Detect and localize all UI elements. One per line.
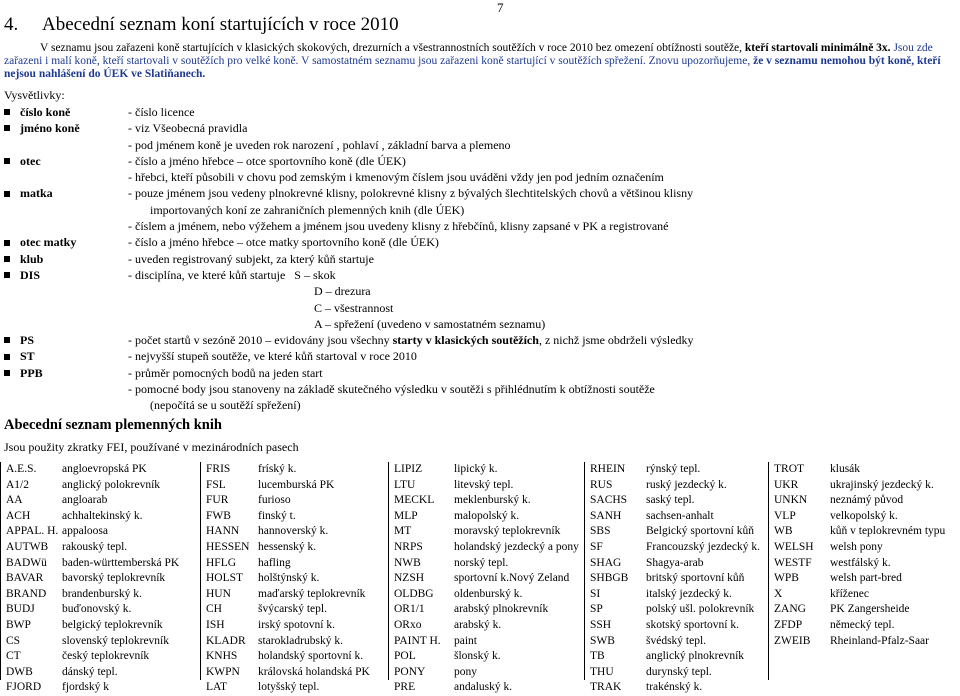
abbr-code: UKR [774,478,799,491]
abbr-name: PK Zangersheide [830,603,910,616]
legend-desc: - číslo licence [128,105,195,119]
legend-term-text: ST [20,349,35,364]
abbr-code: ISH [206,618,225,631]
ps-tail: , z nichž jsme obdrželi výsledky [538,333,694,348]
abbr-name: skotský sportovní k. [646,618,739,631]
abbr-code: SF [590,540,603,553]
abbr-code: HESSEN [206,540,250,553]
abbr-name: welsh pony [830,540,883,553]
abbr-code: BAVAR [6,572,44,585]
abbr-name: dánský tepl. [62,665,118,678]
abbr-code: ZANG [774,603,806,616]
abbr-code: WESTF [774,556,812,569]
bullet-icon [4,240,10,246]
abbr-name: furioso [258,494,291,507]
column-divider [200,462,201,680]
legend-label: Vysvětlivky: [4,88,65,102]
abbr-name: Francouzský jezdecký k. [646,540,761,553]
abbr-name: durynský tepl. [646,665,712,678]
abbr-code: MLP [394,509,418,522]
ps-bold: starty v klasických soutěžích [392,333,539,348]
abbr-name: moravský teplokrevník [454,525,561,538]
abbr-name: sachsen-anhalt [646,509,714,522]
abbr-name: bavorský teplokrevník [62,572,166,585]
abbr-code: SWB [590,634,615,647]
abbr-code: PRE [394,681,416,694]
abbr-code: TRAK [590,681,622,694]
abbr-name: holandský jezdecký a pony [454,540,579,553]
abbr-code: VLP [774,509,796,522]
abbr-name: lucemburská PK [258,478,335,491]
legend-row [4,348,959,364]
abbr-code: FWB [206,509,231,522]
bullet-icon [4,256,10,262]
abbr-name: brandenburský k. [62,587,142,600]
legend-term-text: jméno koně [20,121,80,136]
legend-row [4,381,959,397]
abbr-code: FRIS [206,463,231,475]
abbr-name: německý tepl. [830,618,895,631]
abbr-code: A1/2 [6,478,29,491]
legend-term [4,120,128,136]
abbr-code: HANN [206,525,240,538]
abbr-code-column [206,462,249,696]
abbr-name: královská holandská PK [258,665,370,678]
abbr-name: Shagya-arab [646,556,704,569]
legend [4,104,959,414]
abbr-code: TB [590,650,605,663]
abbr-name: slovenský teplokrevník [62,634,169,647]
abbr-code: CH [206,603,222,616]
abbr-name: arabský plnokrevník [454,603,549,616]
abbr-name: rakouský tepl. [62,540,128,553]
abbr-code-column [590,462,628,696]
abbr-name: anglický polokrevník [62,478,161,491]
legend-row [4,104,959,120]
legend-term [4,153,128,169]
legend-row [4,218,959,234]
abbr-name: andaluský k. [454,681,513,694]
abbr-name: litevský tepl. [454,478,514,491]
legend-desc: - hřebci, kteří působili v chovu pod zemským i kmenovým číslem jsou uváděni vždy jen pod jedním označením [128,170,664,185]
abbr-code: HFLG [206,556,237,569]
bullet-icon [4,158,10,164]
abbr-code: NWB [394,556,421,569]
abbr-name: belgický teplokrevník [62,618,163,631]
dis-code: S – skok [294,267,336,282]
abbr-code: APPAL. H. [6,525,59,538]
abbr-code-column [394,462,441,696]
legend-row [4,365,959,381]
abbr-code: LTU [394,478,416,491]
legend-term [4,104,128,120]
dis-code: C – všestrannost [314,300,394,315]
abbr-code: SSH [590,618,612,631]
abbr-name: neznámý původ [830,494,904,507]
abbr-name: angloevropská PK [62,463,147,475]
bullet-icon [4,370,10,376]
legend-desc [128,267,959,283]
abbr-name: starokladrubský k. [258,634,343,647]
abbr-name: italský jezdecký k. [646,587,732,600]
legend-term [4,365,128,381]
legend-desc: - průměr pomocných bodů na jeden start [128,365,323,380]
legend-desc: (nepočítá se u soutěží spřežení) [150,398,301,413]
legend-row [4,234,959,250]
abbr-name: ukrajinský jezdecký k. [830,478,934,491]
abbr-code: WELSH [774,540,814,553]
legend-desc: - číslo a jméno hřebce – otce sportovního koně (dle ÚEK) [128,153,406,168]
legend-row [4,251,959,267]
abbr-name: angloarab [62,494,108,507]
abbr-name: lipický k. [454,463,498,475]
intro-blue: Jsou zde zařazeni i malí koně, kteří startovali v soutěžích pro velké koně. [4,42,933,67]
abbr-name: britský sportovní kůň [646,572,745,585]
legend-term [4,251,128,267]
abbr-name: anglický plnokrevník [646,650,745,663]
abbr-name: maďarský teplokrevník [258,587,366,600]
intro-warning: že v seznamu nemohou být koně, kteří nejsou nahlášení do ÚEK ve Slatiňanech. [4,55,941,80]
intro-text: V seznamu jsou zařazeni koně startujících v klasických skokových, drezurních a všestrannostních soutěžích v roce 2010 bez omezení obtížnosti soutěže, [40,42,743,54]
abbr-name: ruský jezdecký k. [646,478,727,491]
abbr-code-column [774,462,814,649]
abbr-name: finský t. [258,509,296,522]
abbr-name-column [62,462,179,696]
abbr-code: SANH [590,509,622,522]
legend-term-text: matka [20,186,53,201]
column-divider [584,462,585,680]
abbr-code: OLDBG [394,587,434,600]
abbr-code: BWP [6,618,31,631]
legend-desc: - pouze jménem jsou vedeny plnokrevné klisny, polokrevné klisny z bývalých šlechtitelských chovů a většinou klisny [128,186,694,201]
legend-term [4,332,128,348]
abbr-name: paint [454,634,477,647]
intro-blue-2: V samostatném seznamu jsou zařazeni koně startující v soutěžích spřežení. [301,55,646,67]
abbr-code: NRPS [394,540,423,553]
abbr-code: SHBGB [590,572,629,585]
abbr-name: pony [454,665,477,678]
legend-term-text: DIS [20,267,41,282]
abbr-code: CS [6,634,21,647]
abbr-name: fjordský k [62,681,109,694]
abbr-code: LAT [206,681,228,694]
abbr-code: PAINT H. [394,634,441,647]
studbook-title: Abecední seznam plemenných knih [4,417,222,433]
abbr-name: švédský tepl. [646,634,707,647]
ps-desc: - počet startů v sezóně 2010 – evidovány jsou všechny [128,333,390,348]
legend-term-text: otec matky [20,235,77,250]
abbr-code: SBS [590,525,611,538]
legend-row [4,202,959,218]
abbr-code: X [774,587,783,600]
legend-row [4,137,959,153]
abbr-name: rýnský tepl. [646,463,701,475]
abbr-name: norský tepl. [454,556,509,569]
abbr-code: UNKN [774,494,808,507]
legend-term-text: klub [20,251,44,266]
dis-code: A – spřežení (uvedeno v samostatném seznamu) [314,316,546,331]
legend-row [4,397,959,413]
column-divider [768,462,769,680]
abbr-code: BADWü [6,556,47,569]
legend-desc: - viz Všeobecná pravidla [128,121,248,136]
abbr-code: SP [590,603,603,616]
legend-row [4,300,959,316]
legend-row [4,185,959,201]
legend-row [4,332,959,348]
bullet-icon [4,109,10,115]
abbr-code: KLADR [206,634,246,647]
abbr-name-column [454,462,579,696]
abbr-code: SI [590,587,601,600]
legend-desc: - nejvyšší stupeň soutěže, ve které kůň startoval v roce 2010 [128,349,417,364]
legend-desc [128,332,959,348]
abbr-name: polský ušl. polokrevník [646,603,755,616]
abbr-name: Rheinland-Pfalz-Saar [830,634,929,647]
abbr-name: westfálský k. [830,556,891,569]
legend-row [4,120,959,136]
bullet-icon [4,125,10,131]
abbr-code: THU [590,665,614,678]
abbr-name: arabský k. [454,618,502,631]
intro-paragraph [4,42,954,81]
abbr-name: český teplokrevník [62,650,150,663]
abbr-name: velkopolský k. [830,509,898,522]
legend-row [4,316,959,332]
abbr-code: MT [394,525,412,538]
legend-term [4,185,128,201]
abbr-name: appaloosa [62,525,108,538]
abbr-name: malopolský k. [454,509,520,522]
abbr-code: SHAG [590,556,622,569]
abbr-name-column [830,462,945,649]
bullet-icon [4,354,10,360]
legend-term [4,267,128,283]
legend-term-text: PPB [20,365,43,380]
legend-desc: - uveden registrovaný subjekt, za který kůň startuje [128,251,374,266]
legend-term [4,348,128,364]
abbr-name: klusák [830,463,861,475]
legend-term-text: PS [20,333,35,348]
column-divider [388,462,389,680]
abbr-code: RUS [590,478,613,491]
bullet-icon [4,191,10,197]
legend-row [4,169,959,185]
abbr-code: RHEIN [590,463,626,475]
legend-desc: - číslo a jméno hřebce – otce matky sportovního koně (dle ÚEK) [128,235,439,250]
abbr-code: WPB [774,572,799,585]
abbr-code: PONY [394,665,426,678]
abbr-code: BUDJ [6,603,35,616]
intro-bold: kteří startovali minimálně 3x. [744,42,891,54]
section-heading [4,14,399,36]
legend-desc: - číslem a jménem, nebo výžehem a jménem jsou uvedeny klisny z hřebčínů, klisny zapsané v PK a registrované [128,219,669,234]
legend-desc: - pomocné body jsou stanoveny na základě skutečného výsledku v soutěži s přihlédnutím k obtížnosti soutěže [128,382,655,397]
column-divider [0,462,1,680]
abbr-name: Belgický sportovní kůň [646,525,754,538]
abbr-name-column [258,462,370,696]
dis-code: D – drezura [314,284,371,299]
abbr-code: MECKL [394,494,435,507]
abbr-name: irský spotovní k. [258,618,335,631]
abbr-code: A.E.S. [6,463,37,475]
legend-term [4,234,128,250]
abbr-name: buďonovský k. [62,603,132,616]
legend-row [4,283,959,299]
heading-number: 4. [4,14,19,35]
abbr-name: meklenburský k. [454,494,531,507]
abbr-code: ZWEIB [774,634,811,647]
abbr-name: saský tepl. [646,494,695,507]
abbr-name: lotyšský tepl. [258,681,320,694]
abbr-code: AUTWB [6,540,49,553]
abbr-code: KWPN [206,665,240,678]
abbr-name: achhaltekinský k. [62,509,143,522]
bullet-icon [4,272,10,278]
abbr-code: DWB [6,665,33,678]
abbr-name: baden-württemberská PK [62,556,180,569]
abbr-name: hannoverský k. [258,525,329,538]
abbr-name: kůň v teplokrevném typu [830,525,946,538]
intro-blue-3: Znovu upozorňujeme, [648,55,751,67]
legend-row [4,153,959,169]
abbr-name-column [646,462,760,696]
abbr-name: šlonský k. [454,650,501,663]
abbr-code: HUN [206,587,231,600]
abbr-code: WB [774,525,793,538]
abbr-code: NZSH [394,572,425,585]
abbr-code: SACHS [590,494,628,507]
abbr-name: kříženec [830,587,869,600]
abbr-name: holandský sportovní k. [258,650,364,663]
abbr-code: LIPIZ [394,463,423,475]
abbr-code: ZFDP [774,618,803,631]
abbr-code-column [6,462,58,696]
abbr-name: oldenburský k. [454,587,523,600]
abbr-name: trakénský k. [646,681,703,694]
abbr-code: CT [6,650,21,663]
page-number: 7 [497,0,504,15]
legend-row [4,267,959,283]
abbr-name: švýcarský tepl. [258,603,327,616]
abbr-code: POL [394,650,416,663]
abbr-code: OR1/1 [394,603,425,616]
abbr-code: KNHS [206,650,238,663]
abbr-name: sportovní k.Nový Zeland [454,572,570,585]
studbook-subtitle: Jsou použity zkratky FEI, používané v mezinárodních pasech [4,440,299,454]
legend-desc: importovaných koní ze zahraničních plemenných knih (dle ÚEK) [150,202,465,217]
abbr-name: welsh part-bred [830,572,902,585]
abbr-code: FJORD [6,681,42,694]
abbr-code: ACH [6,509,31,522]
dis-desc: - disciplína, ve které kůň startuje [128,267,286,282]
abbr-code: AA [6,494,23,507]
abbr-name: holštýnský k. [258,572,320,585]
abbr-code: TROT [774,463,805,475]
abbr-code: BRAND [6,587,47,600]
bullet-icon [4,337,10,343]
legend-term-text: číslo koně [20,105,71,119]
abbr-name: hafling [258,556,291,569]
legend-desc: - pod jménem koně je uveden rok narození , pohlaví , základní barva a plemeno [128,137,511,152]
abbr-code: ORxo [394,618,422,631]
abbr-code: HOLST [206,572,244,585]
abbr-name: hessenský k. [258,540,317,553]
heading-title: Abecední seznam koní startujících v roce 2010 [42,14,399,35]
abbr-code: FSL [206,478,226,491]
legend-term-text: otec [20,153,41,168]
abbr-name: fríský k. [258,463,297,475]
abbr-code: FUR [206,494,229,507]
